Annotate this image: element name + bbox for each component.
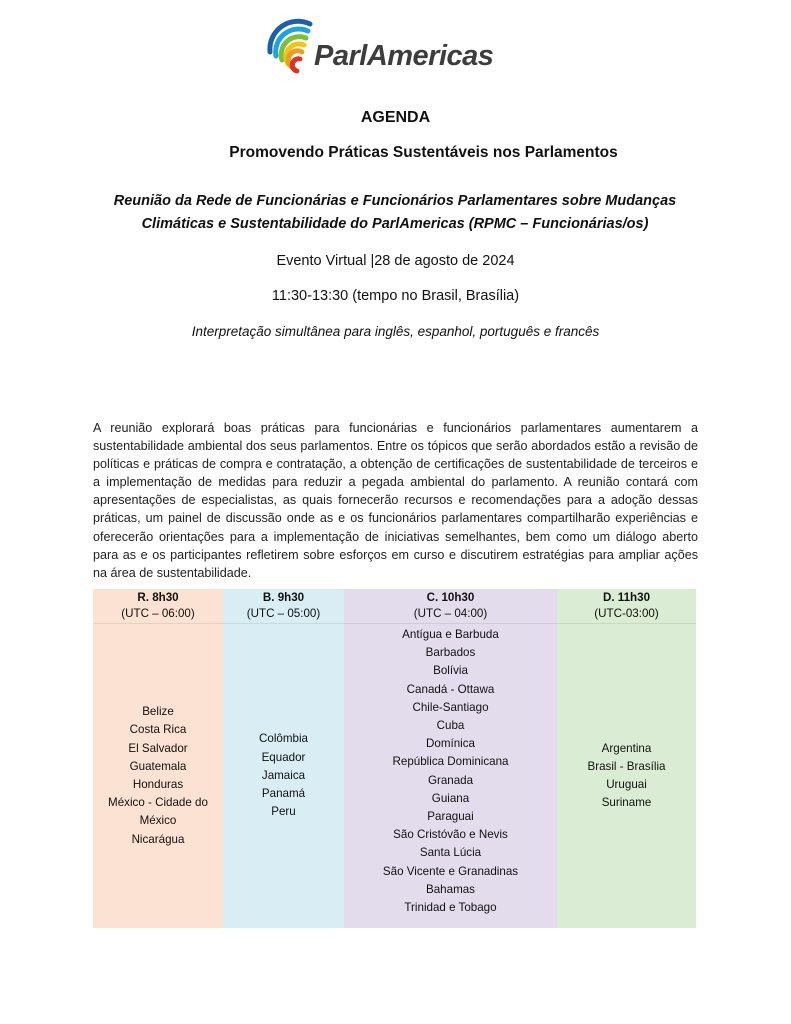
country-item: Paraguai (427, 810, 474, 824)
country-item: Trinidad e Tobago (404, 901, 497, 915)
meeting-title-line: Reunião da Rede de Funcionárias e Funcionários Parlamentares sobre Mudanças (113, 193, 677, 209)
column-country-list (557, 623, 696, 928)
logo-text: ParlAmericas (314, 40, 494, 72)
country-item: Canadá - Ottawa (406, 682, 495, 696)
country-item: Granada (427, 773, 474, 787)
country-item: Brasil - Brasília (587, 759, 666, 773)
column-header (344, 589, 557, 623)
country-item: Suriname (601, 796, 652, 810)
country-item: Barbados (425, 646, 476, 660)
country-item: Colômbia (259, 732, 308, 746)
column-time-label: C. 10h30 (426, 591, 475, 604)
column-utc-label: (UTC-03:00) (594, 606, 659, 620)
country-item: México - Cidade do (108, 796, 208, 810)
column-utc-label: (UTC – 04:00) (413, 606, 488, 620)
column-time-label: R. 8h30 (137, 591, 179, 604)
column-country-list (93, 623, 223, 928)
country-item: Panamá (261, 787, 306, 801)
column-utc-label: (UTC – 06:00) (121, 606, 195, 620)
country-item: Bolívia (433, 664, 468, 678)
column-time-label: D. 11h30 (602, 591, 651, 604)
parlamericas-logo (262, 16, 527, 86)
country-item: Chile-Santiago (412, 700, 489, 714)
schedule-column-c (344, 589, 557, 928)
country-item: El Salvador (128, 741, 188, 755)
column-header (93, 589, 223, 623)
country-item: Antígua e Barbuda (402, 628, 499, 641)
country-item: São Cristóvão e Nevis (393, 828, 508, 842)
column-time-label: B. 9h30 (262, 591, 305, 604)
column-utc-label: (UTC – 05:00) (246, 606, 321, 620)
country-item: Belize (142, 705, 174, 719)
country-item: Jamaica (261, 768, 306, 782)
country-item: Honduras (132, 778, 184, 791)
country-item: Equador (261, 750, 306, 764)
column-country-list (344, 623, 557, 928)
country-item: México (139, 814, 177, 828)
event-time: 11:30-13:30 (tempo no Brasil, Brasília) (271, 288, 520, 304)
schedule-table (93, 589, 696, 928)
country-item: Costa Rica (129, 723, 187, 737)
meeting-description: A reunião explorará boas práticas para funcionárias e funcionários parlamentares aumentarem a sustentabilidade ambiental dos seus parlamentos. Entre os tópicos que serão abordados estão a revisão de políticas e práticas de compra e contratação, a obtenção de certificações de sustentabilidade de terceiros e a implementação de medidas para reduzir a pegada ambiental do parlamento. A reunião contará com apresentações de especialistas, as quais fornecerão recursos e recomendações para a adoção dessas práticas, um painel de discussão onde as e os funcionários parlamentares compartilharão experiências e oferecerão orientações para a implementação de iniciativas semelhantes, bem como um diálogo aberto para as e os participantes refletirem sobre esforços em curso e discutirem estratégias para ampliar ações na área de sustentabilidade. (93, 421, 698, 580)
country-item: Peru (271, 805, 296, 819)
country-item: São Vicente e Granadinas (382, 864, 519, 878)
meeting-title (70, 190, 720, 236)
country-item: República Dominicana (392, 755, 509, 769)
schedule-column-d (557, 589, 696, 928)
country-item: Bahamas (426, 882, 475, 896)
logo-arcs-icon (262, 16, 322, 86)
agenda-title: AGENDA (360, 109, 431, 126)
event-date: Evento Virtual |28 de agosto de 2024 (276, 253, 515, 269)
meeting-title-line: Climáticas e Sustentabilidade do ParlAmericas (RPMC – Funcionárias/os) (141, 216, 649, 232)
column-header (557, 589, 696, 623)
interpretation-note: Interpretação simultânea para inglês, espanhol, português e francês (191, 324, 600, 339)
country-item: Nicarágua (131, 832, 185, 846)
column-header (223, 589, 344, 623)
schedule-column-b (223, 589, 344, 928)
country-item: Domínica (426, 737, 475, 751)
agenda-subtitle: Promovendo Práticas Sustentáveis nos Parlamentos (229, 144, 618, 161)
country-item: Cuba (436, 719, 465, 733)
country-item: Guiana (431, 791, 470, 805)
country-item: Santa Lúcia (419, 846, 482, 860)
country-item: Guatemala (129, 759, 187, 773)
schedule-column-a (93, 589, 223, 928)
column-country-list (223, 623, 344, 928)
country-item: Uruguai (606, 778, 647, 791)
country-item: Argentina (601, 741, 652, 755)
